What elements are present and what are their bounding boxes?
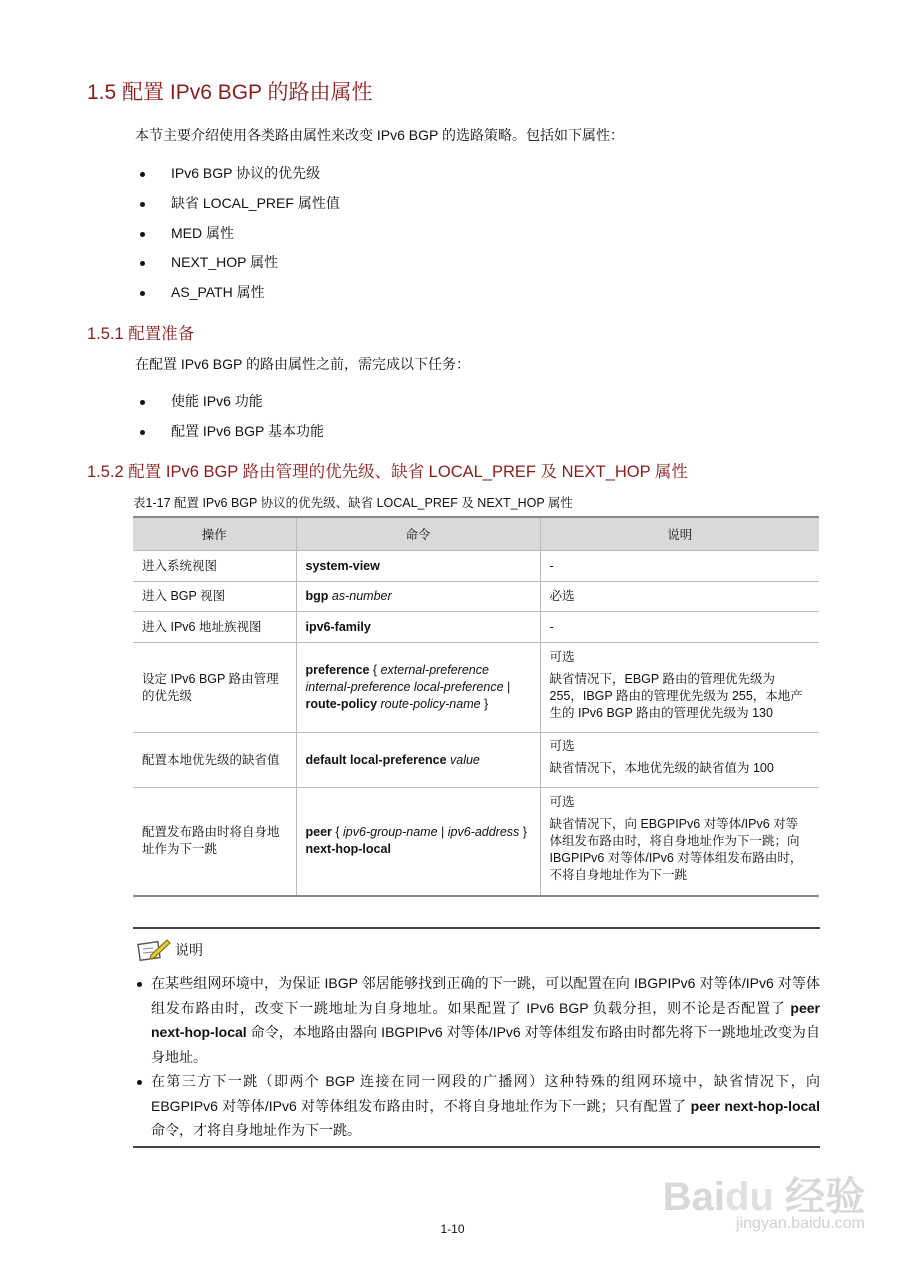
column-header: 操作 — [133, 517, 296, 551]
column-header: 命令 — [296, 517, 540, 551]
list-item: 缺省 LOCAL_PREF 属性值 — [140, 193, 340, 213]
table-header-row — [133, 517, 819, 551]
list-item: MED 属性 — [140, 223, 234, 243]
page-number: 1-10 — [440, 1222, 465, 1236]
note-title: 说明 — [175, 942, 203, 958]
config-table — [133, 516, 819, 897]
note-item: 在某些组网环境中，为保证 IBGP 邻居能够找到正确的下一跳，可以配置在向 IBGPIPv6 对等体/IPv6 对等体组发布路由时，改变下一跳地址为自身地址。如果配置了 IPv6 BGP 负载分担，则不论是否配置了 peer next-hop-local 命令，本地路由器向 IBGPIPv6 对等体/IPv6 对等体组发布路由时都先将下一跳地址改变为自身地址。 — [133, 971, 820, 1069]
note-item: 在第三方下一跳（即两个 BGP 连接在同一网段的广播网）这种特殊的组网环境中，缺省情况下，向 EBGPIPv6 对等体/IPv6 对等体组发布路由时，不将自身地址作为下一跳；只有配置了 peer next-hop-local 命令，才将自身地址作为下一跳。 — [133, 1069, 820, 1143]
list-item: 使能 IPv6 功能 — [140, 391, 263, 411]
table-row: 进入 IPv6 地址族视图 ipv6-family - — [133, 612, 819, 643]
subsection-title: 1.5.2 配置 IPv6 BGP 路由管理的优先级、缺省 LOCAL_PREF 及 NEXT_HOP 属性 — [87, 463, 688, 481]
table-caption: 表1-17 配置 IPv6 BGP 协议的优先级、缺省 LOCAL_PREF 及 NEXT_HOP 属性 — [133, 496, 573, 510]
list-item: NEXT_HOP 属性 — [140, 252, 278, 272]
list-item: 配置 IPv6 BGP 基本功能 — [140, 421, 324, 441]
table-row: 配置本地优先级的缺省值 default local-preference value 可选 缺省情况下，本地优先级的缺省值为 100 — [133, 733, 819, 788]
watermark-logo: Baidu 经验 — [662, 1175, 865, 1219]
section-title: 1.5 配置 IPv6 BGP 的路由属性 — [87, 81, 373, 104]
list-item: AS_PATH 属性 — [140, 282, 265, 302]
prep-intro: 在配置 IPv6 BGP 的路由属性之前，需完成以下任务： — [135, 356, 470, 372]
table-row: 配置发布路由时将自身地址作为下一跳 peer { ipv6-group-name | ipv6-address } next-hop-local 可选 缺省情况下，向 EBGPIPv6 对等体/IPv6 对等体组发布路由时，将自身地址作为下一跳；向 IBGPIPv6 对等体/IPv6 对等体组发布路由时，不将自身地址作为下一跳 — [133, 788, 819, 896]
column-header: 说明 — [540, 517, 819, 551]
table-row: 进入 BGP 视图 bgp as-number 必选 — [133, 582, 819, 612]
table-row: 设定 IPv6 BGP 路由管理的优先级 preference { external-preference internal-preference local-preference | route-policy route-policy-name } 可选 缺省情况下，EBGP 路由的管理优先级为 255，IBGP 路由的管理优先级为 255，本地产生的 IPv6 BGP 路由的管理优先级为 130 — [133, 643, 819, 733]
list-item: IPv6 BGP 协议的优先级 — [140, 163, 320, 183]
note-box — [133, 927, 820, 1148]
subsection-title: 1.5.1 配置准备 — [87, 325, 195, 343]
watermark-url: jingyan.baidu.com — [736, 1215, 865, 1232]
table-row: 进入系统视图 system-view - — [133, 551, 819, 582]
note-pencil-icon — [137, 937, 171, 963]
section-intro: 本节主要介绍使用各类路由属性来改变 IPv6 BGP 的选路策略。包括如下属性： — [135, 127, 624, 143]
